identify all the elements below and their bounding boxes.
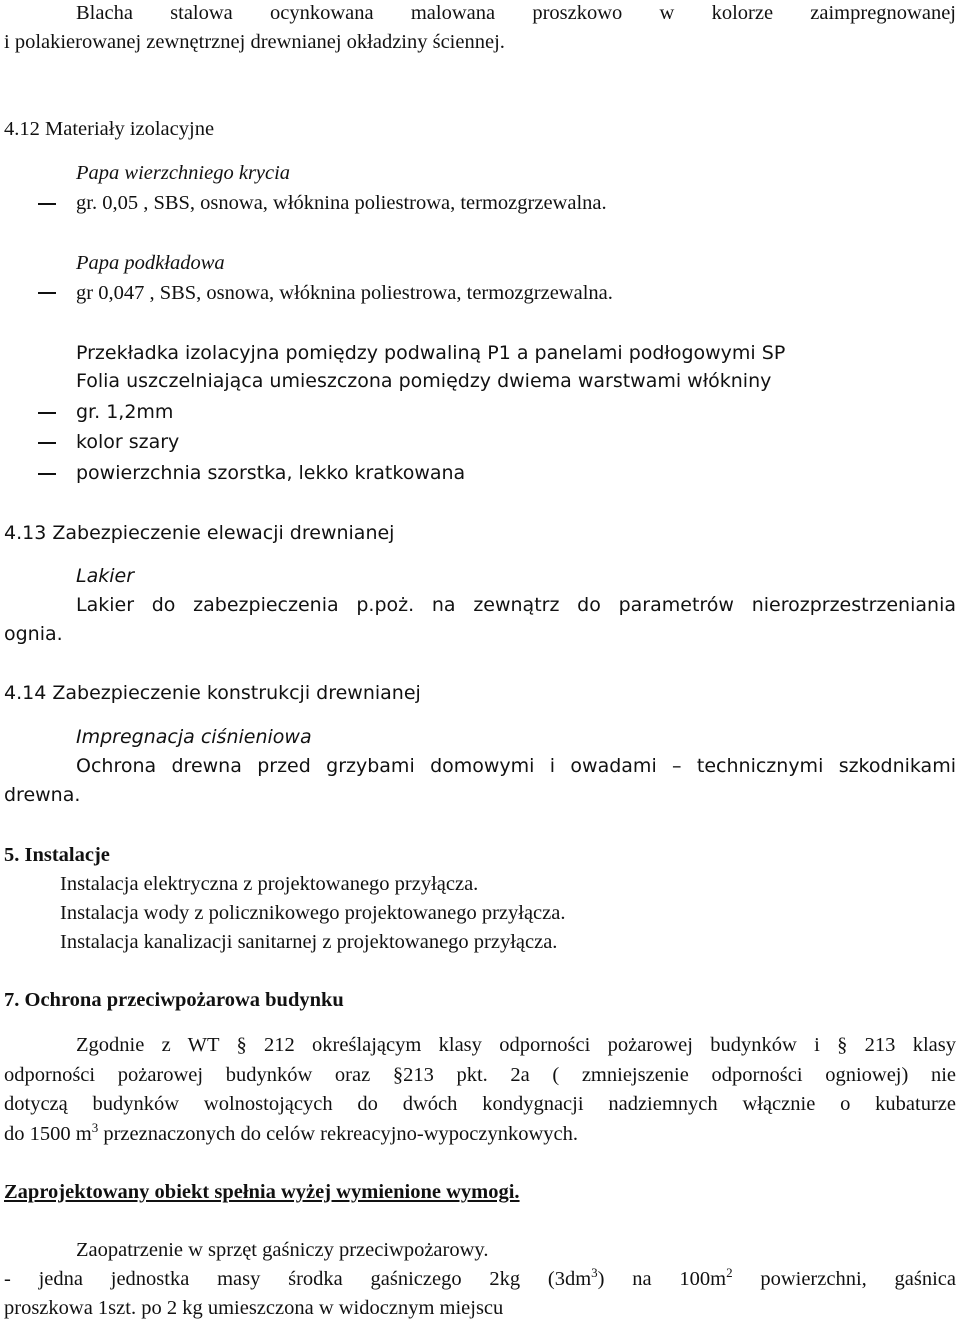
- extinguisher-line-1: [4, 1266, 956, 1292]
- dash-bullet-icon: [38, 442, 56, 444]
- impregnacja-line-1: Ochrona drewna przed grzybami domowymi i owadami – technicznymi szkodnikami: [76, 755, 956, 777]
- section-5-heading: 5. Instalacje: [4, 844, 110, 866]
- fire-para-line-1: Zgodnie z WT § 212 określającym klasy odporności pożarowej budynków i § 213 klasy: [76, 1034, 956, 1056]
- section-4-14-heading: 4.14 Zabezpieczenie konstrukcji drewnianej: [4, 682, 421, 704]
- impregnacja-title: Impregnacja ciśnieniowa: [76, 726, 312, 748]
- papa-top-item: gr. 0,05 , SBS, osnowa, włóknina poliestrowa, termozgrzewalna.: [76, 192, 607, 214]
- papa-top-title: Papa wierzchniego krycia: [76, 162, 291, 184]
- intro-line-2: i polakierowanej zewnętrznej drewnianej okładziny ściennej.: [4, 31, 505, 53]
- lakier-line-1: Lakier do zabezpieczenia p.poż. na zewnątrz do parametrów nierozprzestrzeniania: [76, 594, 956, 616]
- dash-bullet-icon: [38, 473, 56, 475]
- extinguisher-line-2: proszkowa 1szt. po 2 kg umieszczona w widocznym miejscu: [4, 1297, 504, 1319]
- fire-para-line-4-text: przeznaczonych do celów rekreacyjno-wypoczynkowych.: [98, 1123, 579, 1145]
- section-4-12-heading: 4.12 Materiały izolacyjne: [4, 118, 215, 140]
- conclusion-text: Zaprojektowany obiekt spełnia wyżej wymienione wymogi.: [4, 1181, 520, 1203]
- superscript: 3: [591, 1265, 598, 1281]
- extinguisher-text: - jedna jednostka masy środka gaśniczego 2kg (3dm: [4, 1268, 592, 1290]
- fire-para-line-4: [4, 1121, 578, 1147]
- fire-para-line-4-text: do 1500 m: [4, 1123, 92, 1145]
- fire-para-line-2: odporności pożarowej budynków oraz §213 pkt. 2a ( zmniejszenie odporności ogniowej) nie: [4, 1064, 956, 1086]
- superscript: 2: [726, 1265, 733, 1281]
- impregnacja-line-2: drewna.: [4, 784, 81, 806]
- lakier-title: Lakier: [76, 565, 135, 587]
- extinguisher-text: ) na 100m: [597, 1268, 727, 1290]
- papa-base-title: Papa podkładowa: [76, 252, 225, 274]
- instalacja-line: Instalacja kanalizacji sanitarnej z projektowanego przyłącza.: [60, 931, 558, 953]
- przekladka-title: Przekładka izolacyjna pomiędzy podwaliną P1 a panelami podłogowymi SP: [76, 342, 786, 364]
- section-4-13-heading: 4.13 Zabezpieczenie elewacji drewnianej: [4, 522, 395, 544]
- fire-para-line-3: dotyczą budynków wolnostojących do dwóch kondygnacji nadziemnych włącznie o kubaturze: [4, 1093, 956, 1115]
- przekladka-desc: Folia uszczelniająca umieszczona pomiędzy dwiema warstwami włókniny: [76, 370, 772, 392]
- przekladka-item: gr. 1,2mm: [76, 401, 174, 423]
- dash-bullet-icon: [38, 412, 56, 414]
- instalacja-line: Instalacja wody z policznikowego projektowanego przyłącza.: [60, 902, 566, 924]
- extinguisher-text: powierzchni, gaśnica: [732, 1268, 957, 1290]
- supply-text: Zaopatrzenie w sprzęt gaśniczy przeciwpożarowy.: [76, 1239, 489, 1261]
- instalacja-line: Instalacja elektryczna z projektowanego przyłącza.: [60, 873, 479, 895]
- dash-bullet-icon: [38, 203, 56, 205]
- lakier-line-2: ognia.: [4, 623, 63, 645]
- papa-base-item: gr 0,047 , SBS, osnowa, włóknina poliestrowa, termozgrzewalna.: [76, 282, 613, 304]
- intro-line-1: Blacha stalowa ocynkowana malowana proszkowo w kolorze zaimpregnowanej: [76, 2, 956, 24]
- przekladka-item: powierzchnia szorstka, lekko kratkowana: [76, 462, 466, 484]
- dash-bullet-icon: [38, 292, 56, 294]
- superscript: 3: [91, 1120, 99, 1136]
- przekladka-item: kolor szary: [76, 431, 180, 453]
- section-7-heading: 7. Ochrona przeciwpożarowa budynku: [4, 989, 344, 1011]
